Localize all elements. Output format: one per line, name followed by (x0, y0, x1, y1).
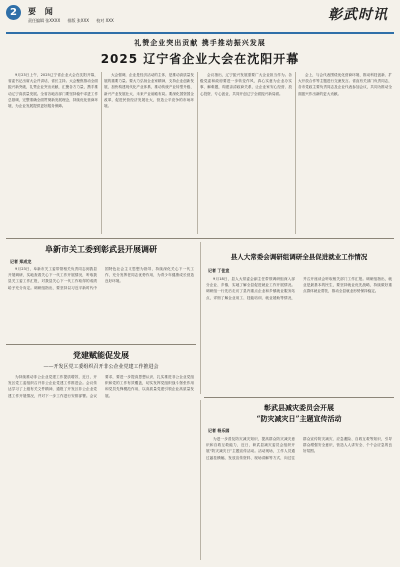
column-divider (200, 400, 201, 560)
section-divider (204, 397, 394, 398)
top-article-paragraph: 大会强调，企业是经济活动的主体，是推动高质量发展的重要力量。要大力弘扬企业家精神，支持企业创新发展，加快构建现代化产业体系，推动传统产业转型升级、新兴产业发展壮大、未来产业前瞻布局。要深化国资国企改革，促进民营经济发展壮大，营造公平竞争的市场环境。 (104, 73, 194, 109)
article-4-body (8, 374, 194, 560)
top-article-column-3 (200, 72, 292, 234)
top-article-paragraph: 9月23日上午，2025辽宁省企业大会在沈阳开幕，省委书记出席大会并讲话，省长主持。大会聚焦推动全面振兴新突破，礼赞企业突出贡献，汇聚各方力量，携手推动辽宁高质量发展。全省各地各部门要坚持稳中求进工作总基调，完整准确全面贯彻新发展理念，持续优化营商环境，为企业发展提供更好服务保障。 (8, 73, 98, 109)
column-divider (200, 242, 201, 394)
article-4-paragraph: 为持续推动非公企业党建工作提质增效，近日，开发区党工委组织召开非公企业党建工作推进会。会议传达学习了上级有关文件精神，通报了开发区非公企业党建工作开展情况，并对下一步工作进行安排部署。会议要求，要进一步提高思想认识，扎实推进非公企业党组织和党的工作有效覆盖，切实发挥党组织战斗堡垒作用和党员先锋模范作用，以高质量党建引领企业高质量发展。 (8, 375, 194, 398)
top-article-kicker: 礼赞企业突出贡献 携手推动振兴发展 (134, 38, 266, 47)
top-article-paragraph: 会上，与会代表围绕优化营商环境、推动科技创新、扩大开放合作等主题进行交流发言。省直有关部门负责同志，各市党政主要负责同志及企业代表参加会议，共同为推动全面振兴作出新的更大贡献。 (298, 73, 392, 96)
top-article-column-2 (104, 72, 194, 234)
article-2-body (8, 266, 194, 340)
top-article-column-1 (8, 72, 98, 234)
article-3-body (206, 276, 392, 392)
editor-line (28, 18, 120, 24)
column-divider (101, 72, 102, 234)
article-3-byline: 记者 丁佳宣 (208, 268, 230, 273)
top-article-column-4 (298, 72, 392, 234)
masthead (6, 4, 394, 32)
top-article-paragraph: 会议指出，辽宁振兴发展需要广大企业担当作为。各级党委和政府要进一步转变作风，真心实意为企业办实事、解难题，构建亲清政商关系，让企业家安心经营、放心投资、专心创业，共同开创辽宁全面振兴新局面。 (200, 73, 292, 96)
article-2-headline: 阜新市关工委到彰武县开展调研 (45, 244, 157, 254)
column-divider (197, 72, 198, 234)
article-3-headline: 县人大常委会调研组调研全县促进就业工作情况 (230, 253, 368, 261)
column-divider (295, 72, 296, 234)
proofreader-credit: 校对 XXX (96, 18, 114, 23)
article-2-paragraph: 9月23日，阜新市关工委带领相关负责同志到我县开展调研，实地查看关心下一代工作开展情况，听取我县关工委工作汇报，对我县关心下一代工作取得的成绩给予充分肯定。调研组指出，要坚持以习近平新时代中国特色社会主义思想为指导，持续深化关心下一代工作，充分发挥老同志优势作用，为青少年健康成长营造良好环境。 (8, 267, 194, 290)
top-article-headline: 2025 辽宁省企业大会在沈阳开幕 (100, 52, 300, 66)
layout-credit: 排版 张XXX (67, 18, 90, 23)
newspaper-logo: 彰武时讯 (328, 7, 388, 23)
article-5-headline-line-2: “防灾减灾日”主题宣传活动 (256, 414, 342, 423)
article-2-byline: 记者 郑成龙 (10, 259, 32, 264)
editor-credit: 责任编辑 张XXXX (28, 18, 61, 23)
article-5-headline: 彰武县减灾委员会开展 (264, 403, 334, 412)
article-3-paragraph: 9月18日，县人大常委会副主任带领调研组深入部分企业、乡镇，实地了解全县促进就业工作开展情况。调研组一行先后走访了县内重点企业和乡镇就业服务站点，详细了解企业用工、技能培训、就业援助等情况，并召开座谈会听取相关部门工作汇报。调研组指出，就业是最基本的民生，要坚持就业优先战略，持续做好重点群体就业帮扶，推动全县就业形势保持稳定。 (206, 277, 392, 300)
page-number-badge: 2 (6, 5, 21, 20)
article-5-body (206, 436, 392, 560)
section-divider (6, 344, 196, 345)
section-tag: 要 闻 (28, 6, 56, 16)
article-5-paragraph: 为进一步普及防灾减灾知识，提高群众防灾减灾意识和自救互救能力，近日，彰武县减灾委员会组织开展“防灾减灾日”主题宣传活动。活动现场，工作人员通过悬挂横幅、发放宣传资料、现场讲解等方式，向过往群众宣传防灾减灾、应急避险、自救互救等知识，引导群众增强安全意识，营造人人讲安全、个个会应急的良好氛围。 (206, 437, 392, 460)
article-5-byline: 记者 杨乐园 (208, 428, 230, 433)
article-4-subhead: ——开发区党工委组织召开非公企业党建工作推进会 (43, 364, 159, 370)
masthead-rule (6, 32, 394, 34)
article-4-headline: 党建赋能促发展 (73, 350, 129, 360)
section-divider (6, 238, 394, 239)
